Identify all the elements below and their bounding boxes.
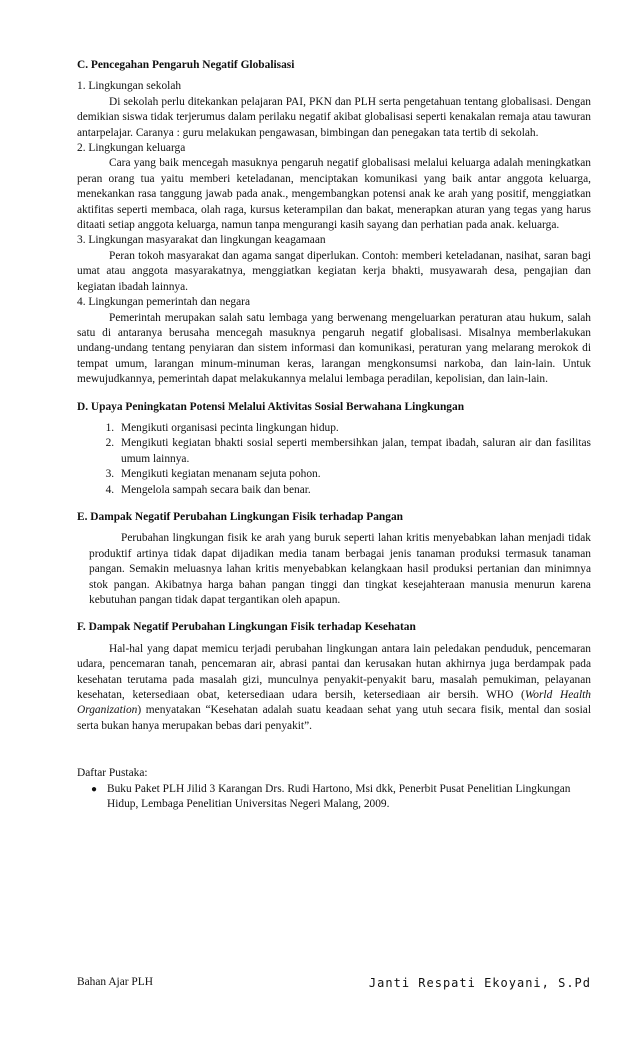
section-f-text [77, 642, 591, 734]
footer-left-text: Bahan Ajar PLH [77, 976, 153, 988]
section-c-item-4-text: Pemerintah merupakan salah satu lembaga yang berwenang mengeluarkan peraturan atau hukum, salah satu di antaranya berusaha mencegah masuknya pengaruh negatif globalisasi. Misalnya memberlakukan undang-undang tentang penyiaran dan sistem informasi dan komunikasi, peraturan yang melarang merokok di tempat umum, larangan minum-minuman keras, larangan mengkonsumsi narkoba, dan lain-lain. Untuk mewujudkannya, pemerintah dapat melakukannya melalui lembaga peradilan, kepolisian, dan lain-lain. [77, 311, 591, 386]
section-c-heading: C. Pencegahan Pengaruh Negatif Globalisasi [77, 59, 295, 71]
section-e-heading: E. Dampak Negatif Perubahan Lingkungan Fisik terhadap Pangan [77, 510, 403, 523]
section-c-item-1-title: 1. Lingkungan sekolah [77, 80, 182, 93]
references-label: Daftar Pustaka: [77, 767, 148, 780]
section-c-item-3-title: 3. Lingkungan masyarakat dan lingkungan keagamaan [77, 234, 326, 247]
section-c-item-2-text: Cara yang baik mencegah masuknya pengaruh negatif globalisasi melalui keluarga adalah meningkatkan peran orang tua yaitu memberi keteladanan, menciptakan komunikasi yang baik antar anggota keluarga, menekankan rasa tanggung jawab pada anak., mengembangkan potensi anak ke arah yang positif, menggiatkan aktifitas seperti membaca, olah raga, kursus keterampilan dan bakat, menerapkan aturan yang tegas yang harus ditaati setiap anggota keluarga, namun tanpa mengurangi kasih sayang dan perhatian pada anak. keluarga. [77, 157, 591, 232]
document-page [77, 58, 591, 812]
section-c-item-3-text: Peran tokoh masyarakat dan agama sangat diperlukan. Contoh: memberi keteladanan, nasihat, saran bagi umat atau anggota masyarakatnya, menggiatkan kegiatan kerja bhakti, musyawarah desa, pengajian dan kegiatan ibadah lainnya. [77, 249, 591, 293]
list-item: 3. Mengikuti kegiatan menanam sejuta pohon. [117, 467, 591, 482]
section-f-heading: F. Dampak Negatif Perubahan Lingkungan Fisik terhadap Kesehatan [77, 621, 416, 634]
list-item: 2. Mengikuti kegiatan bhakti sosial seperti membersihkan jalan, tempat ibadah, saluran air dan fasilitas umum lainnya. [117, 436, 591, 467]
section-d-list [77, 421, 591, 498]
section-c-item-4-title: 4. Lingkungan pemerintah dan negara [77, 296, 251, 309]
section-d-heading: D. Upaya Peningkatan Potensi Melalui Aktivitas Sosial Berwahana Lingkungan [77, 400, 465, 413]
list-item: 4. Mengelola sampah secara baik dan benar. [117, 483, 591, 498]
section-f-text-before: Hal-hal yang dapat memicu terjadi perubahan lingkungan antara lain peledakan penduduk, pencemaran udara, pencemaran tanah, pencemaran air, abrasi pantai dan kerusakan hutan akhirnya juga berdampak pada kesehatan terutama pada masalah gizi, munculnya penyakit-penyakit baru, masalah pemukiman, pelayanan kesehatan, ketersediaan obat, ketersediaan udara bersih, ketersediaan air bersih. WHO ( [77, 642, 591, 702]
reference-text: Buku Paket PLH Jilid 3 Karangan Drs. Rudi Hartono, Msi dkk, Penerbit Pusat Penelitian Lingkungan Hidup, Lembaga Penelitian Universitas Negeri Malang, 2009. [107, 782, 571, 811]
section-f-text-after: ) menyatakan “Kesehatan adalah suatu keadaan sehat yang utuh secara fisik, mental dan sosial serta bukan hanya merupakan bebas dari penyakit”. [77, 704, 591, 732]
bullet-icon: ● [91, 783, 98, 795]
reference-item [91, 782, 591, 813]
section-c-item-1-text: Di sekolah perlu ditekankan pelajaran PAI, PKN dan PLH serta pengetahuan tentang globalisasi. Dengan demikian siswa tidak terjerumus dalam perilaku negatif akibat globalisasi seperti kenakalan remaja atau tawuran antarpelajar. Caranya : guru melakukan pengawasan, bimbingan dan penegakan tata tertib di sekolah. [77, 95, 591, 139]
section-e-text: Perubahan lingkungan fisik ke arah yang buruk seperti lahan kritis menyebabkan lahan menjadi tidak produktif artinya tidak dapat dijadikan media tanam berbagai jenis tanaman produksi termasuk tanaman pangan. Semakin meluasnya lahan kritis menyebabkan kelangkaan hasil produksi pertanian dan minimnya stok pangan. Akibatnya harga bahan pangan tinggi dan tingkat kesejahteraan manusia menurun karena kebutuhan pangan tidak dapat tergantikan oleh apapun. [89, 532, 591, 606]
section-f-text-italic: World Health Organization [77, 689, 591, 717]
footer-author: Janti Respati Ekoyani, S.Pd [368, 976, 591, 990]
references-list [77, 782, 591, 813]
section-c-item-2-title: 2. Lingkungan keluarga [77, 142, 186, 155]
list-item: 1. Mengikuti organisasi pecinta lingkungan hidup. [117, 421, 591, 436]
